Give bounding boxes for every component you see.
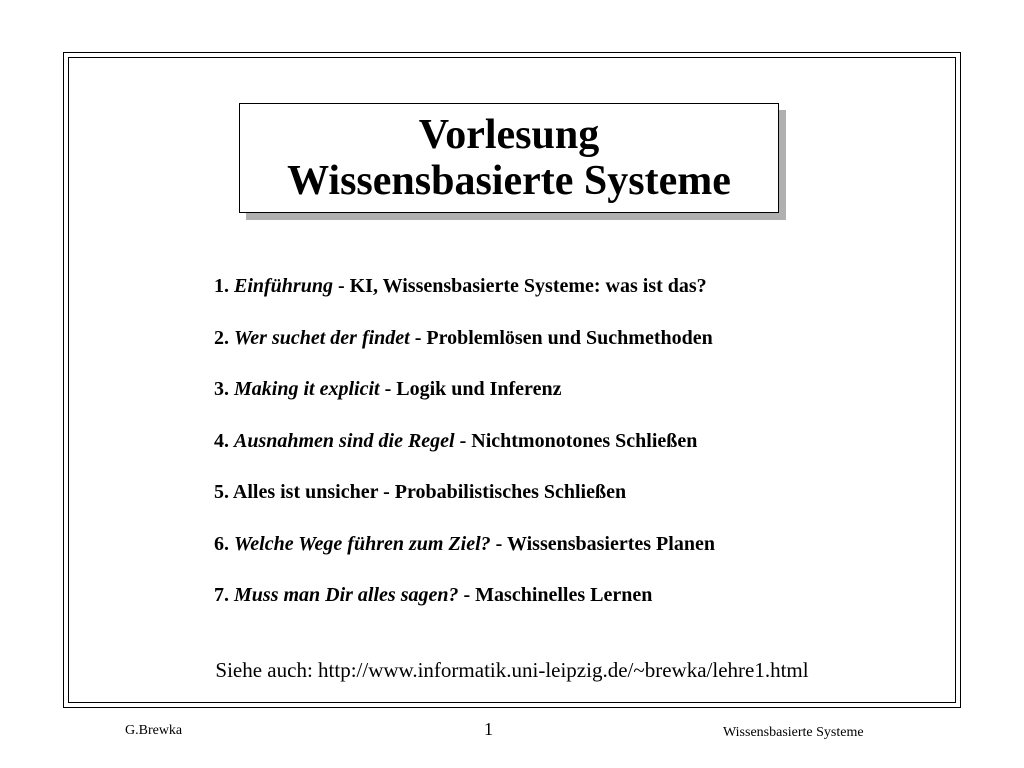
title-line-2: Wissensbasierte Systeme bbox=[287, 158, 731, 204]
topic-italic-title: Wer suchet der findet bbox=[234, 326, 410, 349]
topic-italic-title: Einführung bbox=[234, 275, 333, 297]
topic-item bbox=[214, 584, 914, 636]
topic-description: - Wissensbasiertes Planen bbox=[490, 532, 715, 555]
topic-item bbox=[214, 430, 914, 482]
topic-item bbox=[214, 327, 914, 379]
topic-description: - KI, Wissensbasierte Systeme: was ist das? bbox=[332, 275, 707, 297]
topic-list bbox=[214, 275, 914, 636]
topic-description: - Nichtmonotones Schließen bbox=[454, 429, 698, 452]
topic-description: - Maschinelles Lernen bbox=[458, 584, 653, 606]
topic-description: - Problemlösen und Suchmethoden bbox=[409, 326, 713, 349]
topic-italic-title: Alles ist unsicher bbox=[232, 481, 379, 503]
topic-number: 2. bbox=[214, 326, 229, 349]
topic-item bbox=[214, 378, 914, 430]
topic-description: - Logik und Inferenz bbox=[379, 378, 562, 400]
topic-item bbox=[214, 533, 914, 585]
topic-item bbox=[214, 275, 914, 327]
topic-italic-title: Ausnahmen sind die Regel bbox=[234, 429, 455, 452]
page-number: 1 bbox=[484, 719, 493, 739]
topic-italic-title: Welche Wege führen zum Ziel? bbox=[234, 532, 491, 555]
topic-number: 7. bbox=[214, 584, 229, 606]
title-line-1: Vorlesung bbox=[418, 112, 600, 158]
topic-number: 6. bbox=[214, 532, 229, 555]
topic-number: 3. bbox=[214, 378, 229, 400]
topic-number: 4. bbox=[214, 429, 229, 452]
footer-author: G.Brewka bbox=[125, 723, 183, 738]
topic-description: - Probabilistisches Schließen bbox=[378, 481, 627, 503]
topic-item bbox=[214, 481, 914, 533]
topic-italic-title: Muss man Dir alles sagen? bbox=[234, 584, 459, 606]
title-box bbox=[239, 103, 779, 213]
footer-course-title: Wissensbasierte Systeme bbox=[723, 725, 864, 740]
see-also-link-text: Siehe auch: http://www.informatik.uni-leipzig.de/~brewka/lehre1.html bbox=[215, 658, 809, 682]
topic-number: 1. bbox=[214, 275, 229, 297]
topic-italic-title: Making it explicit bbox=[234, 378, 380, 400]
topic-number: 5. bbox=[214, 481, 229, 503]
